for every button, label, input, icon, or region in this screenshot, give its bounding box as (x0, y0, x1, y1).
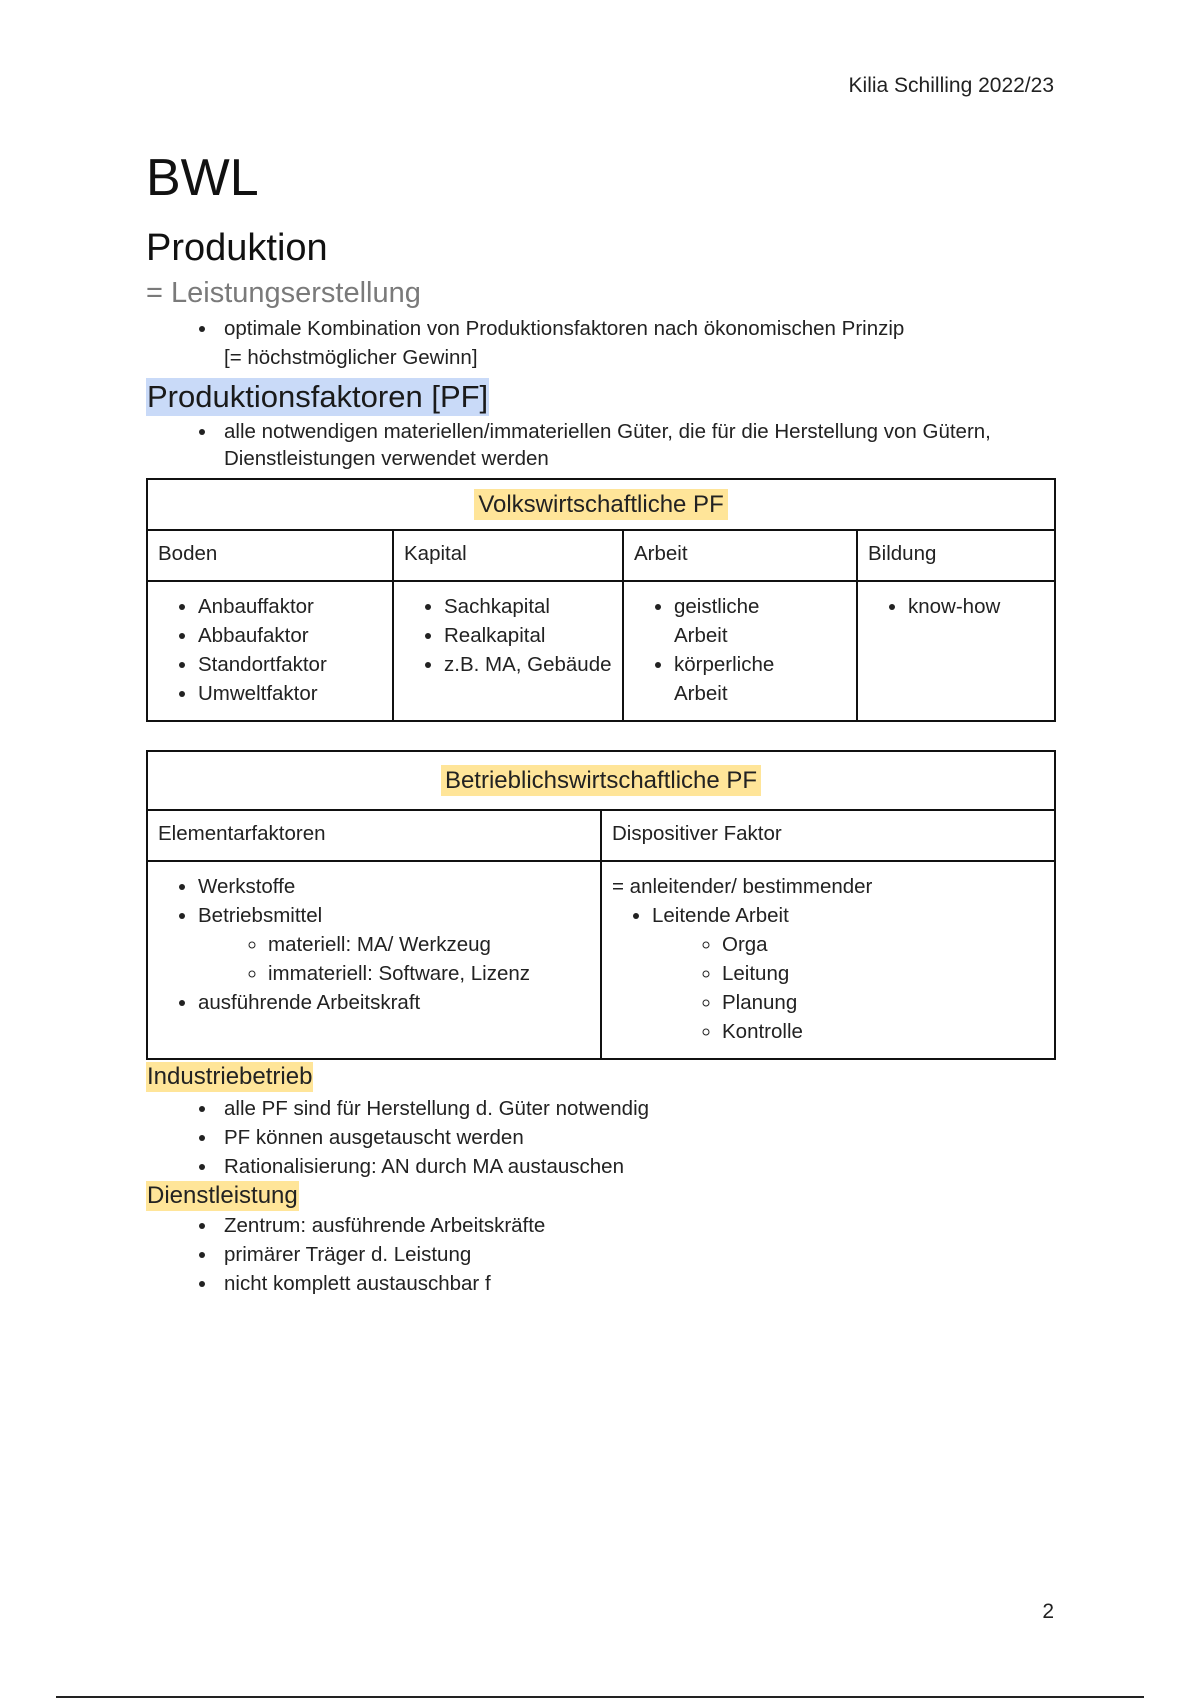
industrie-heading: Industriebetrieb (147, 1063, 313, 1090)
list-item: ◦ Planung (722, 988, 1044, 1017)
page-number: 2 (1042, 1600, 1054, 1623)
bwl-table (146, 750, 1056, 1060)
content (146, 148, 1054, 1298)
list-item: • PF können ausgetauscht werden (218, 1123, 1054, 1152)
elementar-list (158, 872, 590, 1017)
betriebsmittel-sublist (198, 930, 590, 988)
document-title: BWL (146, 149, 259, 207)
leitende-arbeit-sublist (652, 930, 1044, 1046)
boden-cell (147, 581, 393, 721)
list-item: • Zentrum: ausführende Arbeitskräfte (218, 1211, 1054, 1240)
list-item: • Rationalisierung: AN durch MA austauschen (218, 1152, 1054, 1181)
list-item: • alle notwendigen materiellen/immateriellen Güter, die für die Herstellung von Gütern, Dienstleistungen verwendet werden (218, 418, 1054, 472)
list-item: ◦ immateriell: Software, Lizenz (268, 959, 590, 988)
kapital-list (404, 592, 612, 679)
section-subtitle: = Leistungserstellung (146, 277, 421, 309)
dienst-heading: Dienstleistung (147, 1182, 298, 1209)
list-item: • körperliche Arbeit (674, 650, 784, 708)
pf-heading: Produktionsfaktoren [PF] (147, 379, 489, 414)
list-item: • Standortfaktor (198, 650, 382, 679)
leitende-arbeit-label: Leitende Arbeit (652, 904, 789, 927)
list-item: ◦ materiell: MA/ Werkzeug (268, 930, 590, 959)
bottom-divider (56, 1696, 1144, 1698)
list-item (198, 901, 590, 988)
intro-line-2: [= höchstmöglicher Gewinn] (224, 346, 478, 369)
list-item (652, 901, 1044, 1046)
list-item: • Anbauffaktor (198, 592, 382, 621)
list-item: • know-how (908, 592, 1044, 621)
intro-line-1: optimale Kombination von Produktionsfaktoren nach ökonomischen Prinzip (224, 317, 905, 340)
bildung-list (868, 592, 1044, 621)
elementar-cell (147, 861, 601, 1059)
dispositiv-list (612, 901, 1044, 1046)
betriebsmittel-label: Betriebsmittel (198, 904, 323, 927)
pf-list (146, 418, 1054, 472)
list-item: • z.B. MA, Gebäude (444, 650, 612, 679)
list-item: ◦ Leitung (722, 959, 1044, 988)
list-item: • Abbaufaktor (198, 621, 382, 650)
list-item: • Umweltfaktor (198, 679, 382, 708)
arbeit-cell (623, 581, 857, 721)
column-header-kapital: Kapital (393, 530, 623, 581)
list-item: ◦ Kontrolle (722, 1017, 1044, 1046)
column-header-elementarfaktoren: Elementarfaktoren (147, 810, 601, 861)
list-item (218, 314, 1054, 372)
list-item: • geistliche Arbeit (674, 592, 784, 650)
column-header-arbeit: Arbeit (623, 530, 857, 581)
bwl-table-title: Betrieblichswirtschaftliche PF (441, 765, 761, 796)
list-item: • Realkapital (444, 621, 612, 650)
vwl-table (146, 478, 1056, 722)
dienst-list (146, 1211, 1054, 1298)
kapital-cell (393, 581, 623, 721)
column-header-boden: Boden (147, 530, 393, 581)
boden-list (158, 592, 382, 708)
column-header-bildung: Bildung (857, 530, 1055, 581)
dispositiv-intro: = anleitender/ bestimmender (612, 875, 873, 898)
arbeit-list (634, 592, 846, 708)
industrie-list (146, 1094, 1054, 1181)
section-heading: Produktion (146, 227, 328, 269)
dispositiv-cell (601, 861, 1055, 1059)
list-item: • Sachkapital (444, 592, 612, 621)
vwl-table-title: Volkswirtschaftliche PF (474, 489, 727, 520)
list-item: • ausführende Arbeitskraft (198, 988, 590, 1017)
list-item: • nicht komplett austauschbar f (218, 1269, 1054, 1298)
author-header: Kilia Schilling 2022/23 (848, 74, 1054, 97)
list-item: • alle PF sind für Herstellung d. Güter notwendig (218, 1094, 1054, 1123)
intro-list (146, 314, 1054, 372)
bwl-table-title-cell (147, 751, 1055, 810)
list-item: • Werkstoffe (198, 872, 590, 901)
list-item: • primärer Träger d. Leistung (218, 1240, 1054, 1269)
bildung-cell (857, 581, 1055, 721)
list-item: ◦ Orga (722, 930, 1044, 959)
column-header-dispositiver-faktor: Dispositiver Faktor (601, 810, 1055, 861)
vwl-table-title-cell (147, 479, 1055, 530)
